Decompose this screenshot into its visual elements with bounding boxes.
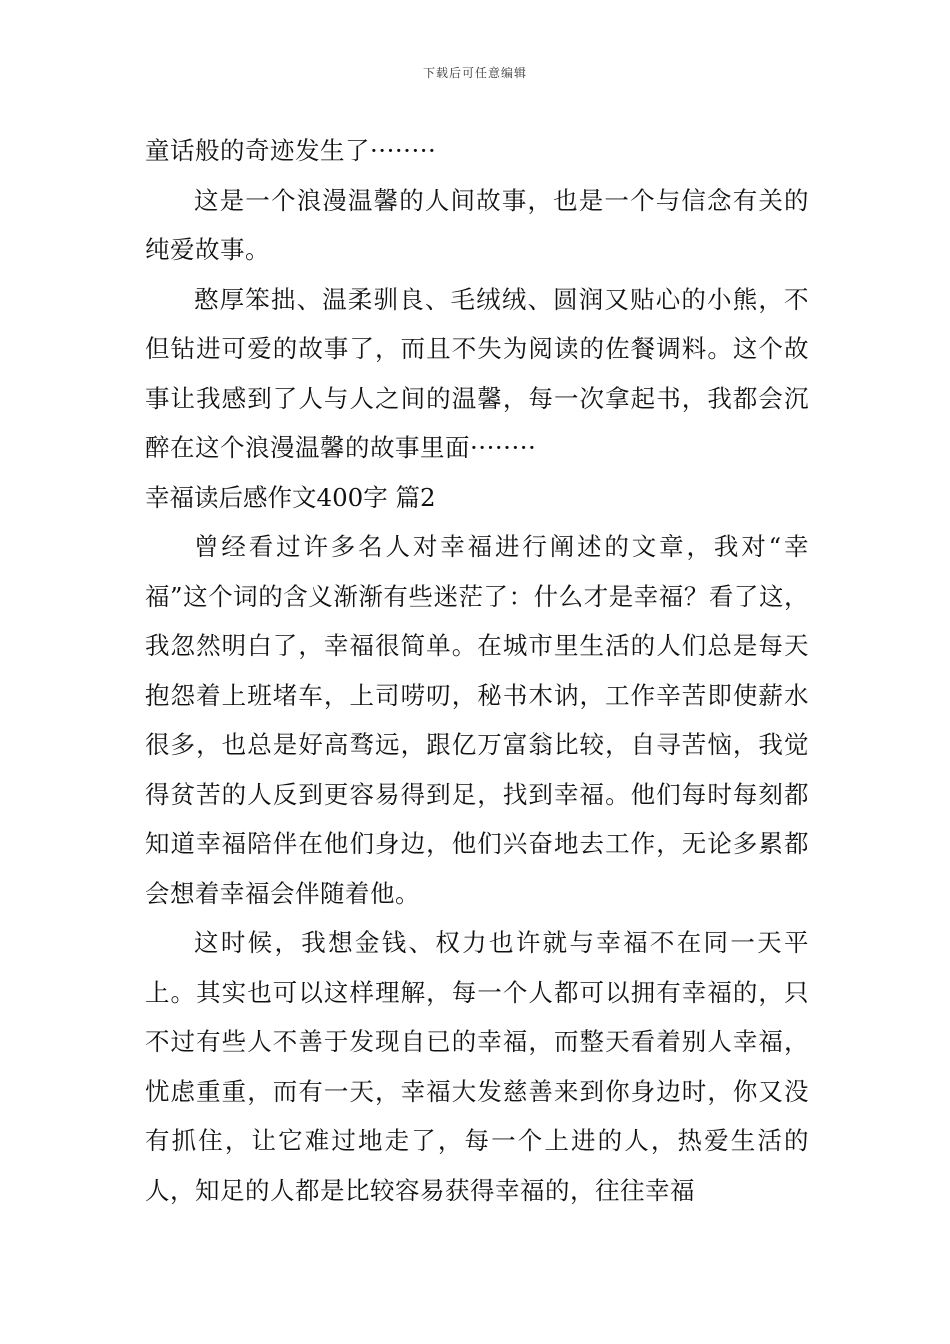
document-body (145, 126, 809, 1215)
section-heading: 幸福读后感作文400字 篇2 (145, 482, 436, 512)
paragraph-continuation: 童话般的奇迹发生了········ (145, 136, 437, 165)
paragraph-story-summary: 这是一个浪漫温馨的人间故事，也是一个与信念有关的纯爱故事。 (145, 185, 809, 264)
paragraph-happiness-essay: 曾经看过许多名人对幸福进行阐述的文章，我对“幸福”这个词的含义渐渐有些迷茫了：什么才是幸福？看了这，我忽然明白了，幸福很简单。在城市里生活的人们总是每天抱怨着上班堵车，上司唠叨，秘书木讷，工作辛苦即使薪水很多，也总是好高骛远，跟亿万富翁比较，自寻苦恼，我觉得贫苦的人反到更容易得到足，找到幸福。他们每时每刻都知道幸福陪伴在他们身边，他们兴奋地去工作，无论多累都会想着幸福会伴随着他。 (145, 532, 809, 908)
paragraph-bear-description: 憨厚笨拙、温柔驯良、毛绒绒、圆润又贴心的小熊，不但钻进可爱的故事了，而且不失为阅读的佐餐调料。这个故事让我感到了人与人之间的温馨，每一次拿起书，我都会沉醉在这个浪漫温馨的故事里面········ (145, 284, 809, 462)
page-header: 下载后可任意编辑 (422, 66, 527, 80)
paragraph-happiness-reflection: 这时候，我想金钱、权力也许就与幸福不在同一天平上。其实也可以这样理解，每一个人都可以拥有幸福的，只不过有些人不善于发现自已的幸福，而整天看着别人幸福，忧虑重重，而有一天，幸福大发慈善来到你身边时，你又没有抓住，让它难过地走了，每一个上进的人，热爱生活的人，知足的人都是比较容易获得幸福的，往往幸福 (145, 928, 809, 1205)
